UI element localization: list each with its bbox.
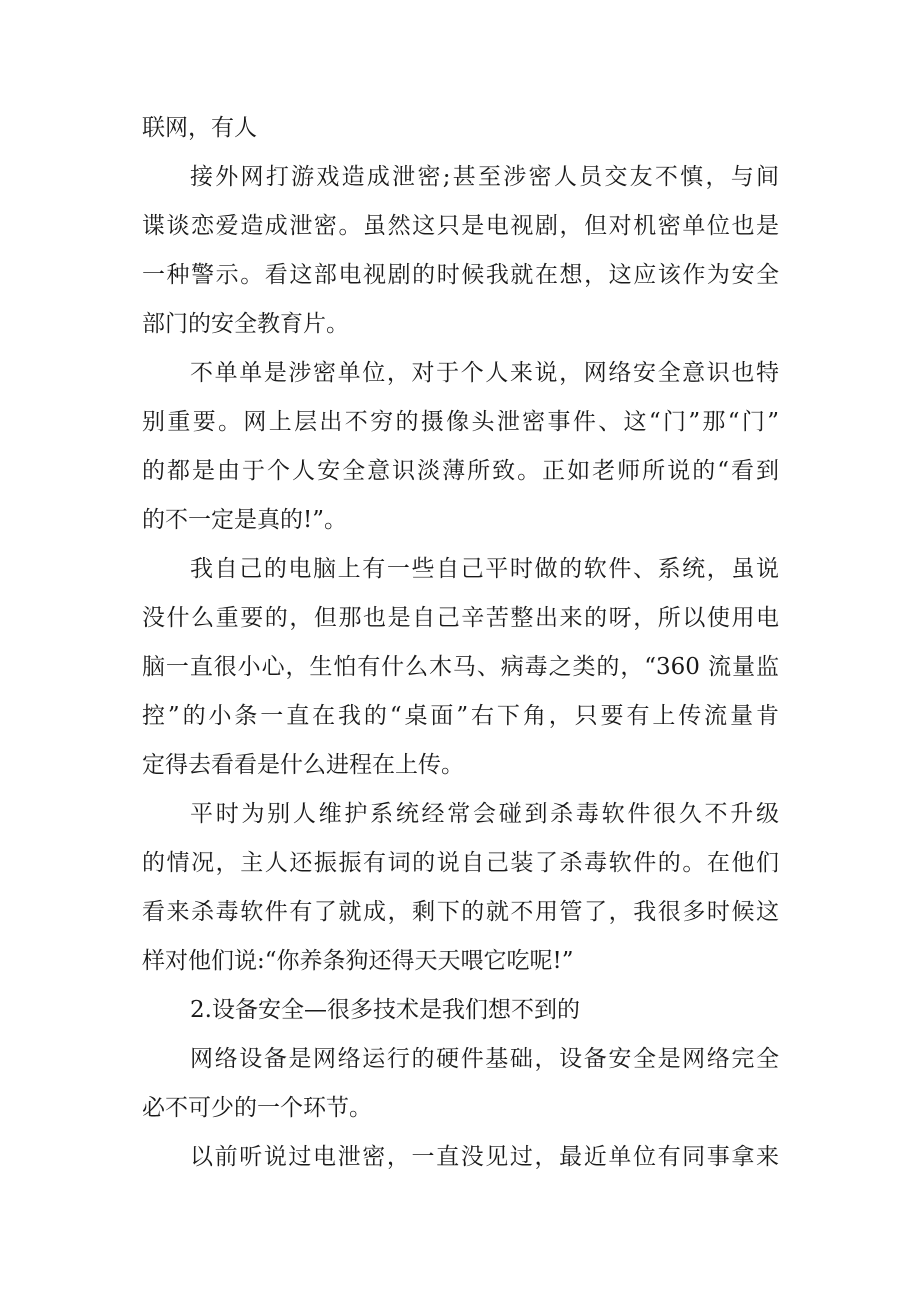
text-line: 谍谈恋爱造成泄密。虽然这只是电视剧，但对机密单位也是 [142,213,779,239]
text-line: 样对他们说:“你养条狗还得天天喂它吃呢!” [142,948,574,974]
text-line: 一种警示。看这部电视剧的时候我就在想，这应该作为安全 [142,262,779,288]
text-line: 的都是由于个人安全意识淡薄所致。正如老师所说的“看到 [142,458,779,484]
text-line: 的情况，主人还振振有词的说自己装了杀毒软件的。在他们 [142,850,779,876]
paragraph-first-line: 我自己的电脑上有一些自己平时做的软件、系统，虽说 [190,556,779,582]
text-line: 别重要。网上层出不穷的摄像头泄密事件、这“门”那“门” [142,409,779,435]
paragraph-first-line: 平时为别人维护系统经常会碰到杀毒软件很久不升级 [190,801,779,827]
text-line: 脑一直很小心，生怕有什么木马、病毒之类的，“360 流量监 [142,654,779,680]
section-heading: 2.设备安全—很多技术是我们想不到的 [190,997,580,1023]
text-line: 控”的小条一直在我的“桌面”右下角，只要有上传流量肯 [142,703,779,729]
text-line: 定得去看看是什么进程在上传。 [142,752,464,778]
text-line: 看来杀毒软件有了就成，剩下的就不用管了，我很多时候这 [142,899,779,925]
text-line: 必不可少的一个环节。 [142,1095,372,1121]
paragraph-first-line: 网络设备是网络运行的硬件基础，设备安全是网络完全 [190,1046,779,1072]
paragraph-first-line: 不单单是涉密单位，对于个人来说，网络安全意识也特 [190,360,779,386]
text-line: 部门的安全教育片。 [142,311,349,337]
text-line: 没什么重要的，但那也是自己辛苦整出来的呀，所以使用电 [142,605,779,631]
text-line: 的不一定是真的!”。 [142,507,348,533]
paragraph-first-line: 接外网打游戏造成泄密;甚至涉密人员交友不慎，与间 [190,164,779,190]
paragraph-first-line: 以前听说过电泄密，一直没见过，最近单位有同事拿来 [190,1144,779,1170]
text-line: 联网，有人 [142,115,257,141]
